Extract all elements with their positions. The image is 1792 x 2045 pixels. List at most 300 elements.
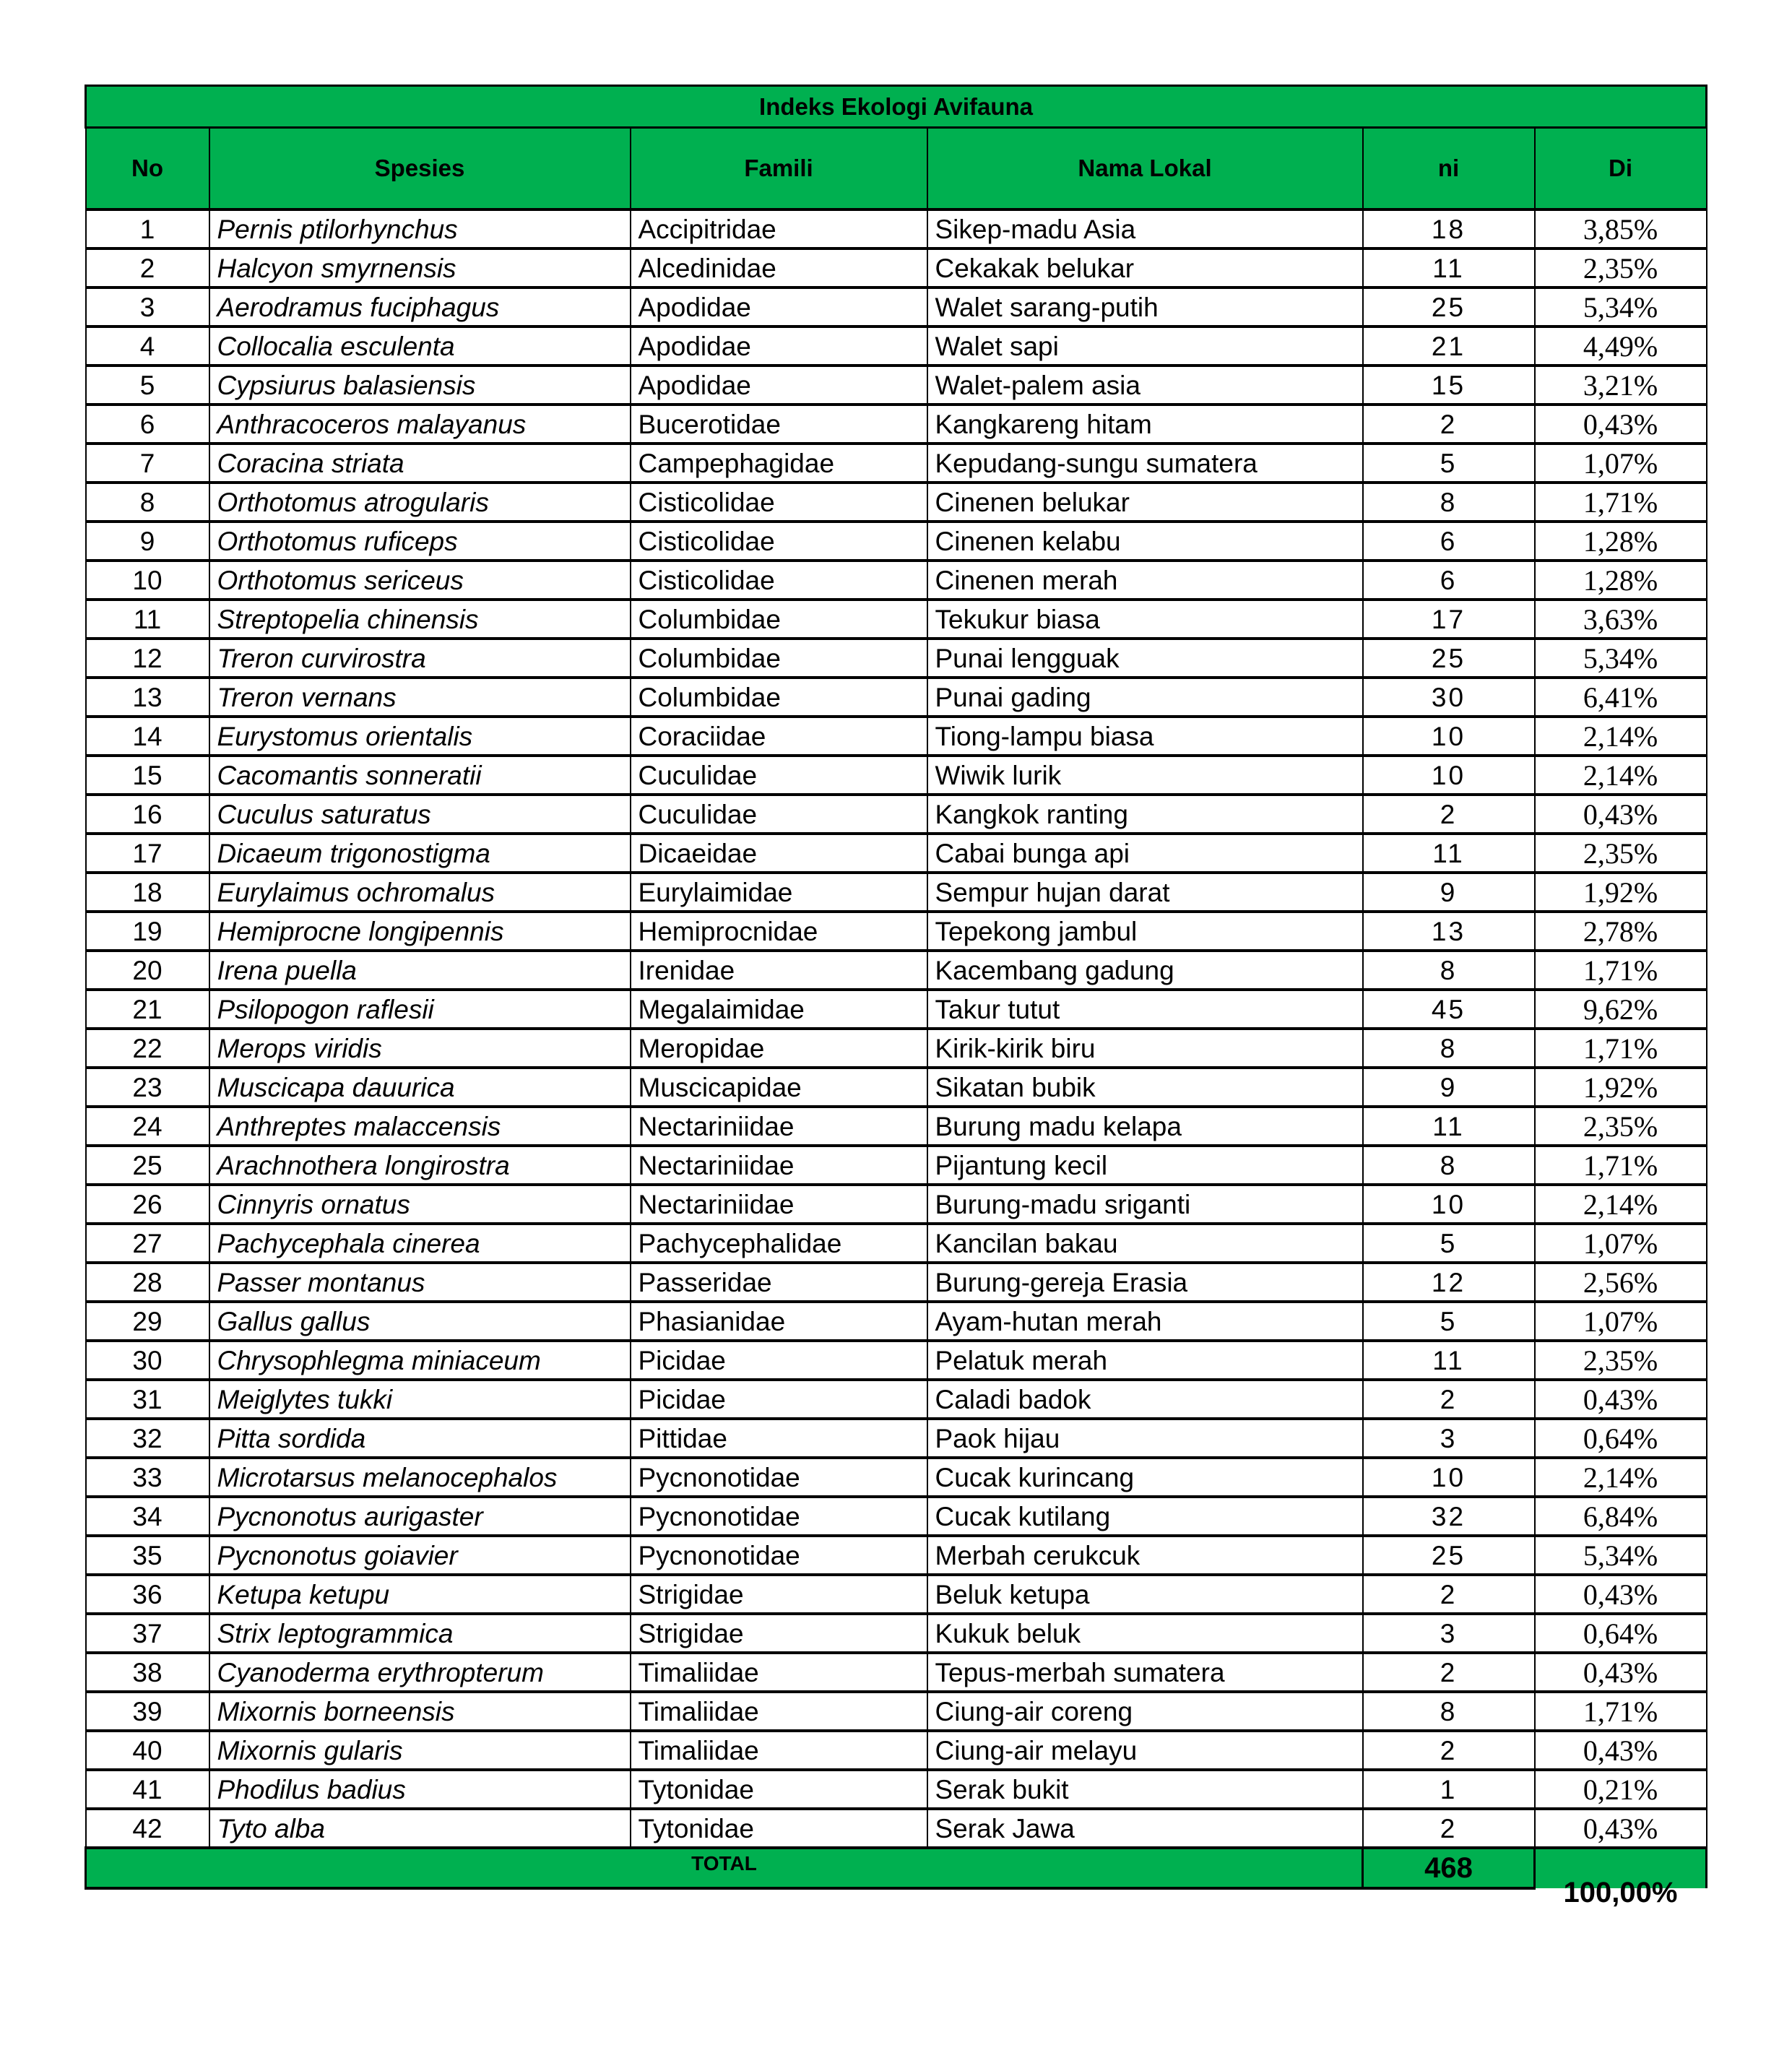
table-row <box>86 1731 1707 1770</box>
cell-famili: Nectariniidae <box>631 1185 927 1224</box>
table-row <box>86 248 1707 287</box>
cell-di: 5,34% <box>1535 1536 1707 1575</box>
cell-spesies: Phodilus badius <box>209 1770 631 1809</box>
cell-spesies: Eurylaimus ochromalus <box>209 873 631 912</box>
header-ni: ni <box>1363 128 1535 210</box>
cell-famili: Meropidae <box>631 1029 927 1068</box>
cell-nama-lokal: Kangkareng hitam <box>927 405 1363 444</box>
table-row <box>86 834 1707 873</box>
cell-famili: Tytonidae <box>631 1809 927 1848</box>
cell-nama-lokal: Serak Jawa <box>927 1809 1363 1848</box>
cell-ni: 9 <box>1363 1068 1535 1107</box>
table-row <box>86 1497 1707 1536</box>
cell-famili: Tytonidae <box>631 1770 927 1809</box>
cell-ni: 25 <box>1363 1536 1535 1575</box>
table-row <box>86 1458 1707 1497</box>
cell-spesies: Cyanoderma erythropterum <box>209 1653 631 1692</box>
cell-famili: Apodidae <box>631 366 927 405</box>
cell-no: 20 <box>86 951 209 990</box>
table-row <box>86 1185 1707 1224</box>
cell-nama-lokal: Ayam-hutan merah <box>927 1302 1363 1341</box>
cell-nama-lokal: Ciung-air melayu <box>927 1731 1363 1770</box>
cell-spesies: Tyto alba <box>209 1809 631 1848</box>
cell-ni: 10 <box>1363 717 1535 756</box>
cell-ni: 5 <box>1363 1224 1535 1263</box>
cell-ni: 15 <box>1363 366 1535 405</box>
cell-no: 17 <box>86 834 209 873</box>
cell-spesies: Cypsiurus balasiensis <box>209 366 631 405</box>
cell-no: 26 <box>86 1185 209 1224</box>
cell-di: 5,34% <box>1535 287 1707 327</box>
cell-famili: Cisticolidae <box>631 561 927 600</box>
cell-di: 2,78% <box>1535 912 1707 951</box>
cell-famili: Coraciidae <box>631 717 927 756</box>
cell-no: 35 <box>86 1536 209 1575</box>
table-row <box>86 1770 1707 1809</box>
cell-no: 2 <box>86 248 209 287</box>
cell-nama-lokal: Kepudang-sungu sumatera <box>927 444 1363 483</box>
cell-no: 4 <box>86 327 209 366</box>
cell-famili: Timaliidae <box>631 1692 927 1731</box>
table-row <box>86 522 1707 561</box>
cell-nama-lokal: Burung-madu sriganti <box>927 1185 1363 1224</box>
table-row <box>86 444 1707 483</box>
header-nama-lokal: Nama Lokal <box>927 128 1363 210</box>
cell-nama-lokal: Walet-palem asia <box>927 366 1363 405</box>
total-di-value: 100,00% <box>1563 1877 1678 1908</box>
cell-di: 3,85% <box>1535 209 1707 248</box>
table-row <box>86 756 1707 795</box>
table-row <box>86 951 1707 990</box>
cell-di: 2,35% <box>1535 248 1707 287</box>
cell-no: 19 <box>86 912 209 951</box>
cell-ni: 3 <box>1363 1419 1535 1458</box>
cell-spesies: Merops viridis <box>209 1029 631 1068</box>
cell-ni: 5 <box>1363 1302 1535 1341</box>
table-row <box>86 561 1707 600</box>
table-row <box>86 1263 1707 1302</box>
cell-nama-lokal: Kancilan bakau <box>927 1224 1363 1263</box>
cell-ni: 11 <box>1363 1107 1535 1146</box>
cell-ni: 8 <box>1363 1146 1535 1185</box>
cell-ni: 2 <box>1363 1653 1535 1692</box>
cell-nama-lokal: Merbah cerukcuk <box>927 1536 1363 1575</box>
header-di: Di <box>1535 128 1707 210</box>
cell-famili: Alcedinidae <box>631 248 927 287</box>
table-row <box>86 1809 1707 1848</box>
cell-di: 0,64% <box>1535 1419 1707 1458</box>
cell-di: 2,35% <box>1535 1341 1707 1380</box>
cell-nama-lokal: Tepus-merbah sumatera <box>927 1653 1363 1692</box>
cell-nama-lokal: Serak bukit <box>927 1770 1363 1809</box>
cell-di: 1,92% <box>1535 873 1707 912</box>
table-body <box>86 209 1707 1848</box>
header-no: No <box>86 128 209 210</box>
table-title: Indeks Ekologi Avifauna <box>86 86 1707 128</box>
cell-famili: Irenidae <box>631 951 927 990</box>
cell-nama-lokal: Cucak kutilang <box>927 1497 1363 1536</box>
cell-nama-lokal: Pijantung kecil <box>927 1146 1363 1185</box>
table-row <box>86 1614 1707 1653</box>
cell-spesies: Pycnonotus goiavier <box>209 1536 631 1575</box>
cell-no: 14 <box>86 717 209 756</box>
cell-spesies: Ketupa ketupu <box>209 1575 631 1614</box>
cell-ni: 5 <box>1363 444 1535 483</box>
cell-spesies: Cinnyris ornatus <box>209 1185 631 1224</box>
cell-ni: 10 <box>1363 756 1535 795</box>
table-row <box>86 1224 1707 1263</box>
cell-nama-lokal: Punai lengguak <box>927 639 1363 678</box>
table-row <box>86 483 1707 522</box>
cell-spesies: Hemiprocne longipennis <box>209 912 631 951</box>
cell-nama-lokal: Cucak kurincang <box>927 1458 1363 1497</box>
cell-spesies: Collocalia esculenta <box>209 327 631 366</box>
cell-ni: 2 <box>1363 795 1535 834</box>
cell-di: 2,35% <box>1535 834 1707 873</box>
table-row <box>86 1692 1707 1731</box>
table-row <box>86 1068 1707 1107</box>
cell-ni: 3 <box>1363 1614 1535 1653</box>
cell-no: 18 <box>86 873 209 912</box>
cell-di: 0,21% <box>1535 1770 1707 1809</box>
cell-no: 33 <box>86 1458 209 1497</box>
cell-ni: 10 <box>1363 1458 1535 1497</box>
cell-spesies: Muscicapa dauurica <box>209 1068 631 1107</box>
cell-di: 0,43% <box>1535 1809 1707 1848</box>
cell-nama-lokal: Cinenen belukar <box>927 483 1363 522</box>
cell-famili: Phasianidae <box>631 1302 927 1341</box>
cell-nama-lokal: Kangkok ranting <box>927 795 1363 834</box>
cell-nama-lokal: Pelatuk merah <box>927 1341 1363 1380</box>
cell-famili: Cuculidae <box>631 795 927 834</box>
cell-nama-lokal: Cabai bunga api <box>927 834 1363 873</box>
cell-ni: 9 <box>1363 873 1535 912</box>
cell-spesies: Meiglytes tukki <box>209 1380 631 1419</box>
cell-spesies: Orthotomus ruficeps <box>209 522 631 561</box>
cell-nama-lokal: Walet sarang-putih <box>927 287 1363 327</box>
cell-famili: Pycnonotidae <box>631 1458 927 1497</box>
cell-di: 0,43% <box>1535 1575 1707 1614</box>
cell-spesies: Halcyon smyrnensis <box>209 248 631 287</box>
cell-famili: Picidae <box>631 1380 927 1419</box>
cell-ni: 6 <box>1363 561 1535 600</box>
cell-nama-lokal: Cekakak belukar <box>927 248 1363 287</box>
cell-ni: 45 <box>1363 990 1535 1029</box>
table-row <box>86 1380 1707 1419</box>
cell-nama-lokal: Sikatan bubik <box>927 1068 1363 1107</box>
cell-no: 40 <box>86 1731 209 1770</box>
cell-no: 1 <box>86 209 209 248</box>
cell-di: 1,07% <box>1535 444 1707 483</box>
table-row <box>86 678 1707 717</box>
cell-ni: 8 <box>1363 951 1535 990</box>
cell-no: 24 <box>86 1107 209 1146</box>
total-di <box>1535 1848 1707 1908</box>
cell-no: 25 <box>86 1146 209 1185</box>
cell-nama-lokal: Tiong-lampu biasa <box>927 717 1363 756</box>
cell-nama-lokal: Takur tutut <box>927 990 1363 1029</box>
cell-famili: Cuculidae <box>631 756 927 795</box>
cell-spesies: Pycnonotus aurigaster <box>209 1497 631 1536</box>
cell-spesies: Aerodramus fuciphagus <box>209 287 631 327</box>
cell-spesies: Anthracoceros malayanus <box>209 405 631 444</box>
cell-di: 0,43% <box>1535 405 1707 444</box>
cell-no: 8 <box>86 483 209 522</box>
cell-nama-lokal: Burung madu kelapa <box>927 1107 1363 1146</box>
cell-ni: 21 <box>1363 327 1535 366</box>
cell-spesies: Coracina striata <box>209 444 631 483</box>
cell-spesies: Arachnothera longirostra <box>209 1146 631 1185</box>
table-row <box>86 366 1707 405</box>
table-row <box>86 1419 1707 1458</box>
total-row <box>86 1848 1707 1888</box>
cell-di: 0,64% <box>1535 1614 1707 1653</box>
cell-ni: 2 <box>1363 405 1535 444</box>
table-row <box>86 912 1707 951</box>
cell-no: 41 <box>86 1770 209 1809</box>
cell-no: 42 <box>86 1809 209 1848</box>
table-row <box>86 1146 1707 1185</box>
cell-nama-lokal: Kukuk beluk <box>927 1614 1363 1653</box>
cell-nama-lokal: Wiwik lurik <box>927 756 1363 795</box>
cell-ni: 11 <box>1363 1341 1535 1380</box>
cell-ni: 8 <box>1363 1029 1535 1068</box>
cell-famili: Timaliidae <box>631 1653 927 1692</box>
cell-famili: Cisticolidae <box>631 522 927 561</box>
cell-no: 12 <box>86 639 209 678</box>
cell-no: 34 <box>86 1497 209 1536</box>
cell-di: 1,71% <box>1535 1146 1707 1185</box>
cell-no: 31 <box>86 1380 209 1419</box>
cell-nama-lokal: Caladi badok <box>927 1380 1363 1419</box>
table-row <box>86 717 1707 756</box>
cell-famili: Cisticolidae <box>631 483 927 522</box>
cell-di: 0,43% <box>1535 795 1707 834</box>
cell-no: 16 <box>86 795 209 834</box>
cell-spesies: Cacomantis sonneratii <box>209 756 631 795</box>
column-header-row <box>86 128 1707 210</box>
cell-ni: 2 <box>1363 1809 1535 1848</box>
cell-famili: Campephagidae <box>631 444 927 483</box>
cell-famili: Nectariniidae <box>631 1146 927 1185</box>
table-row <box>86 990 1707 1029</box>
cell-di: 1,92% <box>1535 1068 1707 1107</box>
cell-ni: 2 <box>1363 1575 1535 1614</box>
cell-di: 1,07% <box>1535 1302 1707 1341</box>
cell-ni: 6 <box>1363 522 1535 561</box>
cell-spesies: Treron vernans <box>209 678 631 717</box>
table-title-row <box>86 86 1707 128</box>
cell-di: 1,71% <box>1535 951 1707 990</box>
cell-famili: Strigidae <box>631 1575 927 1614</box>
cell-di: 0,43% <box>1535 1731 1707 1770</box>
cell-ni: 8 <box>1363 1692 1535 1731</box>
table-row <box>86 405 1707 444</box>
cell-spesies: Dicaeum trigonostigma <box>209 834 631 873</box>
cell-famili: Apodidae <box>631 287 927 327</box>
cell-spesies: Orthotomus sericeus <box>209 561 631 600</box>
cell-spesies: Treron curvirostra <box>209 639 631 678</box>
cell-spesies: Psilopogon raflesii <box>209 990 631 1029</box>
table-row <box>86 1107 1707 1146</box>
cell-no: 38 <box>86 1653 209 1692</box>
cell-famili: Nectariniidae <box>631 1107 927 1146</box>
table-row <box>86 795 1707 834</box>
cell-famili: Passeridae <box>631 1263 927 1302</box>
cell-ni: 25 <box>1363 287 1535 327</box>
cell-spesies: Mixornis borneensis <box>209 1692 631 1731</box>
cell-spesies: Strix leptogrammica <box>209 1614 631 1653</box>
cell-spesies: Pachycephala cinerea <box>209 1224 631 1263</box>
cell-nama-lokal: Kirik-kirik biru <box>927 1029 1363 1068</box>
cell-famili: Timaliidae <box>631 1731 927 1770</box>
cell-di: 2,56% <box>1535 1263 1707 1302</box>
cell-famili: Muscicapidae <box>631 1068 927 1107</box>
cell-famili: Strigidae <box>631 1614 927 1653</box>
cell-no: 29 <box>86 1302 209 1341</box>
cell-ni: 17 <box>1363 600 1535 639</box>
cell-famili: Columbidae <box>631 600 927 639</box>
cell-famili: Columbidae <box>631 639 927 678</box>
cell-nama-lokal: Tepekong jambul <box>927 912 1363 951</box>
cell-no: 27 <box>86 1224 209 1263</box>
cell-di: 3,21% <box>1535 366 1707 405</box>
cell-di: 2,14% <box>1535 1185 1707 1224</box>
cell-famili: Hemiprocnidae <box>631 912 927 951</box>
cell-di: 3,63% <box>1535 600 1707 639</box>
table-row <box>86 639 1707 678</box>
table-row <box>86 287 1707 327</box>
cell-no: 6 <box>86 405 209 444</box>
total-ni: 468 <box>1363 1848 1535 1888</box>
cell-ni: 18 <box>1363 209 1535 248</box>
cell-di: 6,84% <box>1535 1497 1707 1536</box>
table-row <box>86 600 1707 639</box>
cell-famili: Accipitridae <box>631 209 927 248</box>
cell-nama-lokal: Beluk ketupa <box>927 1575 1363 1614</box>
cell-no: 22 <box>86 1029 209 1068</box>
cell-no: 39 <box>86 1692 209 1731</box>
cell-ni: 12 <box>1363 1263 1535 1302</box>
cell-nama-lokal: Punai gading <box>927 678 1363 717</box>
cell-no: 13 <box>86 678 209 717</box>
cell-di: 0,43% <box>1535 1653 1707 1692</box>
cell-nama-lokal: Tekukur biasa <box>927 600 1363 639</box>
cell-di: 2,14% <box>1535 1458 1707 1497</box>
table-row <box>86 1653 1707 1692</box>
cell-spesies: Eurystomus orientalis <box>209 717 631 756</box>
cell-nama-lokal: Paok hijau <box>927 1419 1363 1458</box>
cell-di: 6,41% <box>1535 678 1707 717</box>
cell-no: 11 <box>86 600 209 639</box>
total-label: TOTAL <box>86 1848 1363 1888</box>
cell-spesies: Anthreptes malaccensis <box>209 1107 631 1146</box>
cell-no: 36 <box>86 1575 209 1614</box>
table-row <box>86 327 1707 366</box>
cell-di: 2,35% <box>1535 1107 1707 1146</box>
table-row <box>86 1302 1707 1341</box>
cell-di: 1,28% <box>1535 522 1707 561</box>
cell-di: 1,71% <box>1535 1692 1707 1731</box>
table-row <box>86 873 1707 912</box>
cell-ni: 30 <box>1363 678 1535 717</box>
cell-spesies: Pernis ptilorhynchus <box>209 209 631 248</box>
cell-spesies: Streptopelia chinensis <box>209 600 631 639</box>
cell-ni: 8 <box>1363 483 1535 522</box>
cell-ni: 13 <box>1363 912 1535 951</box>
cell-di: 1,71% <box>1535 1029 1707 1068</box>
cell-ni: 1 <box>1363 1770 1535 1809</box>
cell-spesies: Irena puella <box>209 951 631 990</box>
cell-nama-lokal: Sikep-madu Asia <box>927 209 1363 248</box>
cell-no: 30 <box>86 1341 209 1380</box>
cell-nama-lokal: Ciung-air coreng <box>927 1692 1363 1731</box>
table-row <box>86 1536 1707 1575</box>
cell-no: 15 <box>86 756 209 795</box>
cell-spesies: Gallus gallus <box>209 1302 631 1341</box>
cell-no: 7 <box>86 444 209 483</box>
cell-nama-lokal: Kacembang gadung <box>927 951 1363 990</box>
table-row <box>86 1575 1707 1614</box>
cell-nama-lokal: Cinenen merah <box>927 561 1363 600</box>
cell-di: 1,71% <box>1535 483 1707 522</box>
cell-ni: 10 <box>1363 1185 1535 1224</box>
cell-spesies: Orthotomus atrogularis <box>209 483 631 522</box>
cell-famili: Megalaimidae <box>631 990 927 1029</box>
cell-ni: 11 <box>1363 834 1535 873</box>
cell-di: 1,28% <box>1535 561 1707 600</box>
cell-nama-lokal: Walet sapi <box>927 327 1363 366</box>
cell-di: 4,49% <box>1535 327 1707 366</box>
cell-nama-lokal: Cinenen kelabu <box>927 522 1363 561</box>
header-famili: Famili <box>631 128 927 210</box>
cell-famili: Dicaeidae <box>631 834 927 873</box>
table-row <box>86 1029 1707 1068</box>
avifauna-index-table <box>85 85 1707 1908</box>
cell-spesies: Microtarsus melanocephalos <box>209 1458 631 1497</box>
cell-famili: Pittidae <box>631 1419 927 1458</box>
cell-spesies: Passer montanus <box>209 1263 631 1302</box>
cell-famili: Columbidae <box>631 678 927 717</box>
table-row <box>86 1341 1707 1380</box>
cell-di: 0,43% <box>1535 1380 1707 1419</box>
cell-no: 23 <box>86 1068 209 1107</box>
cell-famili: Eurylaimidae <box>631 873 927 912</box>
cell-di: 5,34% <box>1535 639 1707 678</box>
cell-no: 32 <box>86 1419 209 1458</box>
cell-famili: Pachycephalidae <box>631 1224 927 1263</box>
cell-di: 1,07% <box>1535 1224 1707 1263</box>
cell-famili: Pycnonotidae <box>631 1497 927 1536</box>
table-row <box>86 209 1707 248</box>
cell-ni: 2 <box>1363 1731 1535 1770</box>
cell-famili: Apodidae <box>631 327 927 366</box>
cell-no: 21 <box>86 990 209 1029</box>
cell-nama-lokal: Sempur hujan darat <box>927 873 1363 912</box>
cell-famili: Bucerotidae <box>631 405 927 444</box>
cell-di: 2,14% <box>1535 717 1707 756</box>
cell-nama-lokal: Burung-gereja Erasia <box>927 1263 1363 1302</box>
cell-no: 10 <box>86 561 209 600</box>
cell-no: 3 <box>86 287 209 327</box>
cell-spesies: Cuculus saturatus <box>209 795 631 834</box>
cell-no: 28 <box>86 1263 209 1302</box>
cell-no: 9 <box>86 522 209 561</box>
cell-ni: 11 <box>1363 248 1535 287</box>
cell-di: 2,14% <box>1535 756 1707 795</box>
cell-no: 5 <box>86 366 209 405</box>
cell-ni: 32 <box>1363 1497 1535 1536</box>
